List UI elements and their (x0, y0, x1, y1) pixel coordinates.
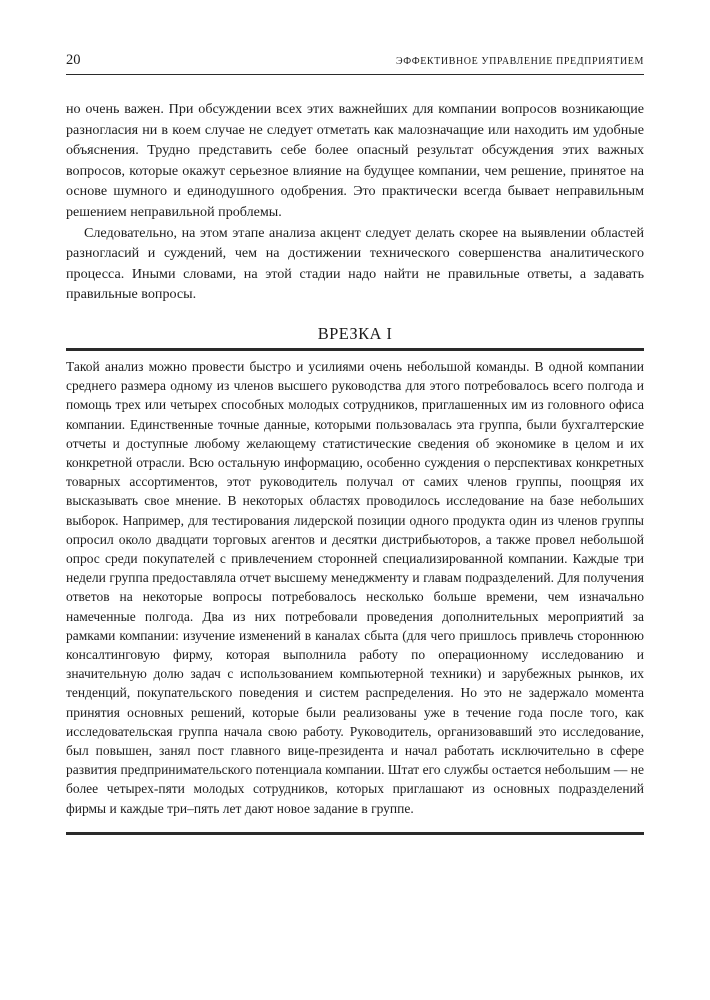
sidebar-bottom-rule (66, 832, 644, 835)
sidebar-box (66, 357, 644, 818)
sidebar-paragraph: Такой анализ можно провести быстро и усилиями очень небольшой команды. В одной компании среднего размера одному из членов высшего руководства для этого потребовалось всего полгода и помощь трех или четырех способных молодых сотрудников, приглашенных им из головного офиса компании. Единственные точные данные, которыми пользовалась эта группа, были бухгалтерские отчеты и доступные любому желающему статистические сведения об экономике в целом и их конкретной отрасли. Всю остальную информацию, особенно суждения о перспективах конкретных товарных ассортиментов, этот руководитель получал от самих членов группы, поощряя их высказывать свое мнение. В некоторых областях проводилось исследование на базе небольших выборок. Например, для тестирования лидерской позиции одного продукта один из членов группы опросил около двадцати торговых агентов и десятки дистрибьюторов, а также провел небольшой опрос среди покупателей с привлечением сторонней специализированной компании. Каждые три недели группа предоставляла отчет высшему менеджменту и главам подразделений. Для получения ответов на некоторые вопросы потребовалось несколько больше времени, чем изначально намеченные полгода. Два из них потребовали проведения дополнительных мероприятий за рамками компании: изучение изменений в каналах сбыта (для чего пришлось привлечь стороннюю консалтинговую фирму, которая выполнила работу по операционному исследованию и значительную долю задач с использованием компьютерной техники) и зарубежных рынков, их тенденций, покупательского поведения и систем распределения. Но это не задержало момента принятия основных решений, которые были реализованы уже в течение года после того, как исследовательская группа начала свою работу. Руководитель, организовавший это исследование, был повышен, занял пост главного вице-президента и начал работать исключительно в сфере развития предпринимательского потенциала компании. Штат его службы остается небольшим — не более четырех-пяти молодых сотрудников, которых приглашают из основных подразделений фирмы и каждые три–пять лет дают новое задание в группе. (66, 358, 644, 816)
body-text (66, 99, 644, 305)
header-rule (66, 74, 644, 75)
book-page (66, 52, 644, 835)
page-number: 20 (66, 52, 81, 68)
body-paragraph: Следовательно, на этом этапе анализа акцент следует делать скорее на выявлении областей разногласий и суждений, чем на достижении технического совершенства аналитического процесса. Иными словами, на этой стадии надо найти не правильные ответы, а задавать правильные вопросы. (66, 224, 644, 303)
running-head (66, 52, 644, 74)
body-paragraph: но очень важен. При обсуждении всех этих важнейших для компании вопросов возникающие разногласия ни в коем случае не следует отметать как малозначащие или находить им удобные объяснения. Трудно представить себе более опасный результат обсуждения этих важных вопросов, которые окажут серьезное влияние на будущее компании, чем решение, принятое на основе шумного и единодушного одобрения. Это практически всегда бывает неправильным решением неправильной проблемы. (66, 101, 644, 220)
sidebar-top-rule (66, 348, 644, 351)
running-title: ЭФФЕКТИВНОЕ УПРАВЛЕНИЕ ПРЕДПРИЯТИЕМ (395, 56, 644, 67)
sidebar-title: ВРЕЗКА I (317, 323, 393, 343)
